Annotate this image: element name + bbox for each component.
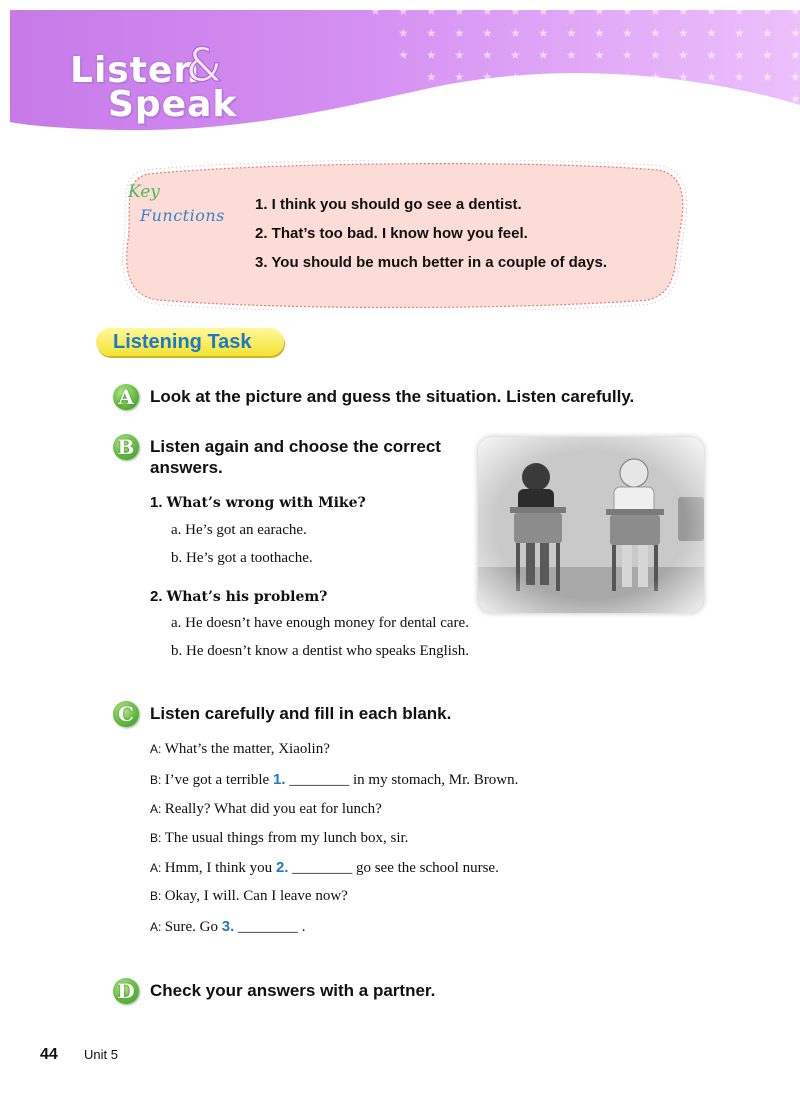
dialogue-line: B: Okay, I will. Can I leave now? [150,888,348,904]
section-c-badge [113,701,139,727]
section-d-heading: Check your answers with a partner. [150,981,436,1000]
dialogue-line: A: What’s the matter, Xiaolin? [150,741,330,757]
section-b-heading-line2: answers. [150,458,223,477]
dialogue-line: A: Hmm, I think you 2. ________ go see the school nurse. [150,859,499,876]
key-label: Key [128,182,160,202]
section-c-letter: C [118,702,134,726]
section-b-heading-line1: Listen again and choose the correct [150,437,441,456]
section-c-heading: Listen carefully and fill in each blank. [150,704,452,723]
key-functions-list [255,190,607,277]
speaker-label: B [150,831,159,845]
section-a-letter: A [118,385,134,409]
answer-option[interactable]: a. He’s got an earache. [171,522,307,538]
question-2 [150,588,327,605]
question-1 [150,494,366,511]
dialogue-line: B: I’ve got a terrible 1. ________ in my stomach, Mr. Brown. [150,771,519,788]
speaker-label: A [150,742,159,756]
answer-option[interactable]: a. He doesn’t have enough money for dental care. [171,615,469,631]
title-listen: Listen [70,50,200,91]
dialogue-text: Really? What did you eat for lunch? [164,801,382,817]
key-function-item: 1. I think you should go see a dentist. [255,196,522,213]
question-text: What’s his problem? [166,589,328,605]
classroom-photo [478,437,704,613]
unit-label: Unit 5 [84,1047,118,1062]
title-ampersand: & [186,38,223,92]
functions-label: Functions [140,206,225,225]
title-speak: Speak [108,84,238,125]
dialogue-text: What’s the matter, Xiaolin? [164,741,330,757]
header-banner [0,0,800,150]
listening-task-label [96,328,284,356]
dialogue-text: I’ve got a terrible [164,772,273,788]
dialogue-text: Okay, I will. Can I leave now? [164,888,348,904]
answer-option[interactable]: b. He doesn’t know a dentist who speaks English. [171,643,470,659]
listening-task-text: Listening Task [113,331,252,353]
blank-field[interactable]: ________ go see the school nurse. [288,860,499,876]
dialogue-line: B: The usual things from my lunch box, sir. [150,830,409,846]
classroom-photo-image [478,437,704,613]
speaker-label: A [150,920,159,934]
blank-field[interactable]: ________ . [234,919,306,935]
key-function-item: 2. That’s too bad. I know how you feel. [255,225,528,242]
dialogue-text: Hmm, I think you [164,860,276,876]
dialogue-line: A: Sure. Go 3. ________ . [150,918,306,935]
blank-field[interactable]: ________ in my stomach, Mr. Brown. [285,772,519,788]
key-function-item: 3. You should be much better in a couple of days. [255,254,608,271]
speaker-label: B [150,889,159,903]
section-a-heading: Look at the picture and guess the situation. Listen carefully. [150,387,635,406]
blank-number: 3. [221,918,235,935]
question-number: 2. [150,588,163,605]
question-number: 1. [150,494,163,511]
dialogue-line: A: Really? What did you eat for lunch? [150,801,382,817]
page-number: 44 [40,1046,58,1063]
section-a-badge [113,384,139,410]
blank-number: 1. [272,771,286,788]
dialogue-text: The usual things from my lunch box, sir. [164,830,409,846]
speaker-label: A [150,802,159,816]
answer-option[interactable]: b. He’s got a toothache. [171,550,313,566]
section-b-badge [113,434,139,460]
speaker-label: A [150,861,159,875]
section-d-letter: D [117,979,135,1003]
section-b-letter: B [117,435,135,459]
blank-number: 2. [275,859,289,876]
dialogue-text: Sure. Go [164,919,222,935]
speaker-label: B [150,773,159,787]
section-d-badge [113,978,139,1004]
question-text: What’s wrong with Mike? [166,495,366,511]
